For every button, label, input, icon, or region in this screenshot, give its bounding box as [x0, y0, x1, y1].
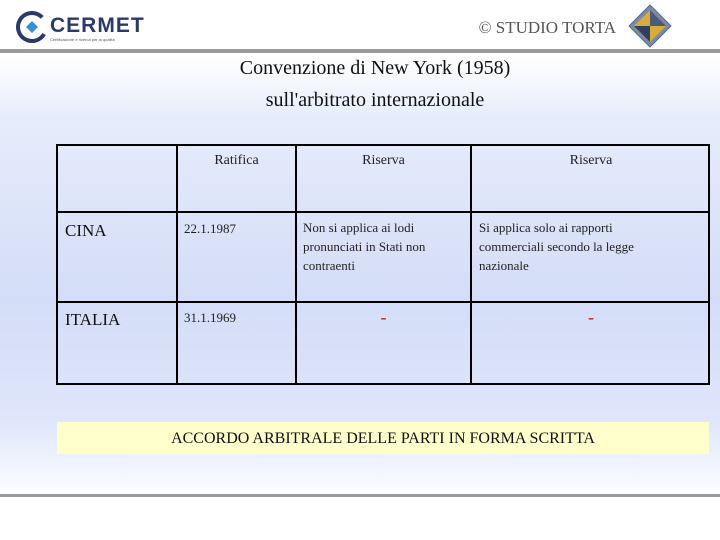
page-title [0, 52, 720, 116]
cermet-logo [16, 10, 145, 44]
logo-wordmark: CERMET [50, 14, 145, 37]
table-divider [470, 146, 472, 383]
country-italia: ITALIA [65, 310, 121, 329]
header-riserva-2: Riserva [569, 153, 613, 168]
studio-label: © STUDIO TORTA [478, 18, 616, 37]
header-riserva-1: Riserva [362, 153, 405, 168]
written-form-banner: ACCORDO ARBITRALE DELLE PARTI IN FORMA SCRITTA [57, 422, 709, 454]
ratifica-cina: 22.1.1987 [184, 221, 236, 236]
riserva-2-cina: Si applica solo ai rapporti commerciali secondo la legge nazionale [479, 220, 634, 273]
riserva-1-cina: Non si applica ai lodi pronunciati in Stati non contraenti [303, 220, 426, 273]
footer-rule [0, 494, 720, 497]
table-divider [58, 301, 708, 303]
table-divider [176, 146, 178, 383]
ratifica-italia: 31.1.1969 [184, 310, 236, 325]
header-ratifica: Ratifica [214, 153, 259, 168]
table-divider [295, 146, 297, 383]
riserva-1-italia: - [380, 307, 387, 327]
studio-torta-diamond-icon [628, 4, 672, 48]
cermet-logo-icon [16, 11, 48, 43]
table-divider [58, 211, 708, 213]
country-cina: CINA [65, 221, 107, 240]
logo-tagline: Certificazione e ricerca per la qualità [50, 37, 115, 42]
title-line-2: sull'arbitrato internazionale [265, 89, 485, 111]
ratification-table [56, 144, 710, 385]
riserva-2-italia: - [588, 307, 594, 327]
title-line-1: Convenzione di New York (1958) [239, 57, 511, 79]
